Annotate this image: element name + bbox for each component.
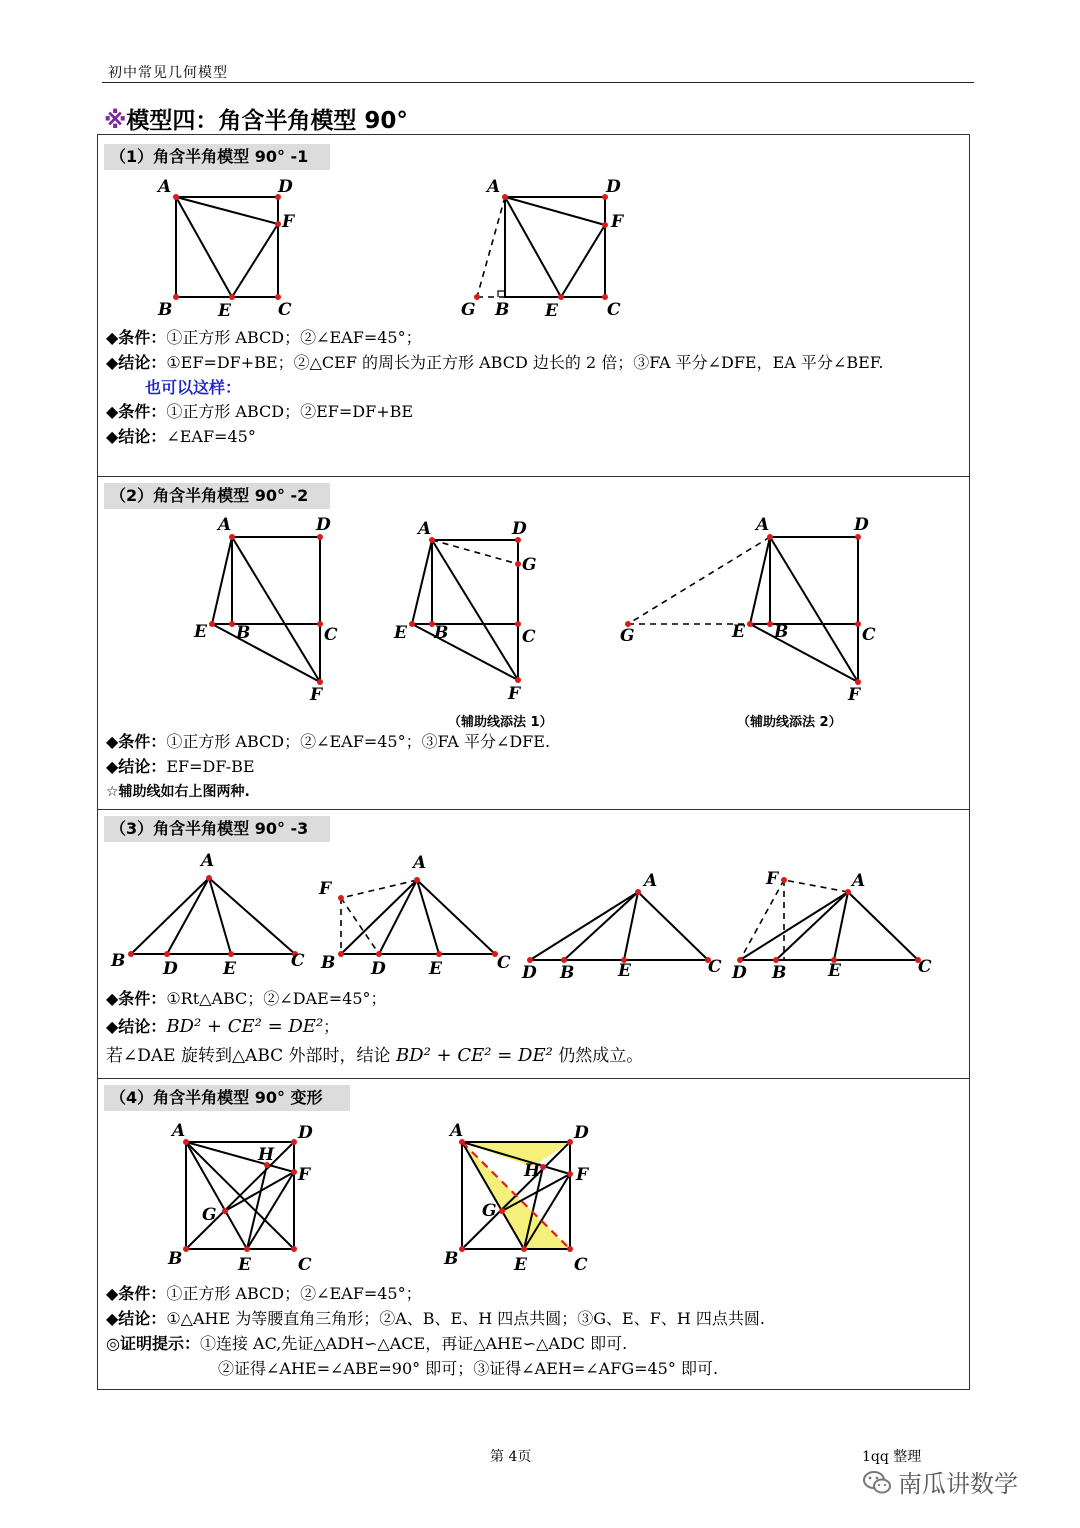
svg-text:D: D xyxy=(574,1123,589,1143)
watermark xyxy=(862,1464,1018,1499)
figure-2a xyxy=(190,512,350,712)
section1-condition-alt xyxy=(106,401,413,423)
section-divider xyxy=(97,809,970,810)
svg-text:F: F xyxy=(766,869,779,889)
svg-text:A: A xyxy=(218,515,232,535)
section-divider xyxy=(97,476,970,477)
svg-text:B: B xyxy=(495,300,510,320)
svg-text:A: A xyxy=(413,853,427,873)
svg-text:G: G xyxy=(202,1205,217,1225)
section3-conclusion xyxy=(106,1016,339,1038)
svg-text:F: F xyxy=(298,1165,311,1185)
conclusion-label: ◆结论： xyxy=(106,427,167,446)
proof-step-2: ②证得∠AHE=∠ABE=90° 即可；③证得∠AEH=∠AFG=45° 即可. xyxy=(218,1359,719,1378)
svg-text:A: A xyxy=(852,871,866,891)
svg-text:H: H xyxy=(258,1145,275,1165)
proof-step-1: ①连接 AC,先证△ADH∽△ACE，再证△AHE∽△ADC 即可. xyxy=(199,1334,628,1353)
figure-3d xyxy=(730,868,945,988)
condition-text: ①正方形 ABCD；②∠EAF=45°； xyxy=(166,1284,422,1303)
conclusion-text: ①△AHE 为等腰直角三角形；②A、B、E、H 四点共圆；③G、E、F、H 四点共圆. xyxy=(166,1309,765,1328)
svg-text:E: E xyxy=(429,959,442,979)
condition-text: ①正方形 ABCD；②∠EAF=45°；③FA 平分∠DFE. xyxy=(166,732,551,751)
svg-text:F: F xyxy=(508,684,521,704)
title-mark: ※ xyxy=(104,108,127,134)
section1-condition xyxy=(106,327,422,349)
svg-text:F: F xyxy=(310,685,323,705)
condition-label: ◆条件： xyxy=(106,1284,167,1303)
section1-heading: （1）角含半角模型 90° -1 xyxy=(104,144,330,170)
condition-label: ◆条件： xyxy=(106,989,167,1008)
section4-conclusion xyxy=(106,1308,765,1330)
svg-text:D: D xyxy=(298,1123,313,1143)
figure-1a xyxy=(150,170,310,320)
page-number: 第 4页 xyxy=(490,1449,532,1465)
watermark-text: 南瓜讲数学 xyxy=(898,1470,1018,1498)
svg-text:H: H xyxy=(524,1161,541,1181)
svg-text:B: B xyxy=(158,300,173,320)
svg-text:E: E xyxy=(223,959,236,979)
section2-note: ☆辅助线如右上图两种. xyxy=(106,784,250,800)
caption-aux-1: （辅助线添法 1） xyxy=(448,715,553,730)
conclusion-label: ◆结论： xyxy=(106,1017,167,1036)
conclusion-text: ∠EAF=45° xyxy=(166,427,256,446)
svg-text:E: E xyxy=(218,301,231,321)
svg-text:B: B xyxy=(111,951,126,971)
running-header: 初中常见几何模型 xyxy=(108,65,228,81)
header-rule xyxy=(102,82,974,83)
svg-text:E: E xyxy=(194,622,207,642)
figure-3c xyxy=(520,868,730,988)
svg-text:C: C xyxy=(708,957,722,977)
svg-text:D: D xyxy=(522,963,537,983)
conclusion-label: ◆结论： xyxy=(106,757,167,776)
section-divider xyxy=(97,1078,970,1079)
section4-proof xyxy=(106,1333,627,1355)
svg-text:D: D xyxy=(163,959,178,979)
svg-text:E: E xyxy=(732,622,745,642)
figure-2b xyxy=(390,512,550,712)
svg-text:A: A xyxy=(450,1121,464,1141)
svg-text:B: B xyxy=(321,953,336,973)
figure-4b xyxy=(438,1118,618,1278)
svg-text:C: C xyxy=(522,627,536,647)
svg-text:E: E xyxy=(514,1255,527,1275)
svg-text:G: G xyxy=(620,626,635,646)
svg-text:F: F xyxy=(848,685,861,705)
conclusion-formula: BD² + CE² = DE² xyxy=(166,1016,324,1037)
svg-text:E: E xyxy=(618,961,631,981)
svg-text:C: C xyxy=(862,625,876,645)
figure-3a xyxy=(105,848,320,983)
condition-text: ①Rt△ABC；②∠DAE=45°； xyxy=(166,989,387,1008)
figure-2c xyxy=(610,512,880,712)
page-title xyxy=(104,102,408,135)
title-text: 模型四：角含半角模型 90° xyxy=(126,108,408,134)
wechat-icon xyxy=(862,1469,892,1495)
svg-text:B: B xyxy=(772,963,787,983)
section3-condition xyxy=(106,988,387,1010)
svg-text:F: F xyxy=(319,879,332,899)
compiled-by: 1qq 整理 xyxy=(862,1449,922,1465)
svg-text:B: B xyxy=(774,622,789,642)
svg-text:C: C xyxy=(607,300,621,320)
conclusion-tail: ； xyxy=(323,1017,340,1036)
conclusion-text: EF=DF-BE xyxy=(166,757,255,776)
svg-text:B: B xyxy=(444,1249,459,1269)
svg-text:C: C xyxy=(298,1255,312,1275)
section2-conclusion xyxy=(106,756,255,778)
section2-condition xyxy=(106,731,550,753)
conclusion-text: ①EF=DF+BE；②△CEF 的周长为正方形 ABCD 边长的 2 倍；③FA 平分∠DFE，EA 平分∠BEF. xyxy=(166,353,884,372)
figure-3b xyxy=(315,848,525,983)
section1-conclusion xyxy=(106,352,883,374)
svg-text:C: C xyxy=(324,625,338,645)
svg-text:A: A xyxy=(418,519,432,539)
svg-text:B: B xyxy=(236,623,251,643)
svg-text:C: C xyxy=(497,953,511,973)
svg-text:D: D xyxy=(278,177,293,197)
section4-heading: （4）角含半角模型 90° 变形 xyxy=(104,1085,350,1111)
svg-text:A: A xyxy=(201,851,215,871)
section4-condition xyxy=(106,1283,422,1305)
svg-text:E: E xyxy=(394,623,407,643)
alternative-label: 也可以这样： xyxy=(145,378,242,397)
svg-text:F: F xyxy=(611,212,624,232)
conclusion-label: ◆结论： xyxy=(106,1309,167,1328)
svg-text:E: E xyxy=(238,1255,251,1275)
svg-text:D: D xyxy=(371,959,386,979)
extension-formula: BD² + CE² = DE² xyxy=(395,1045,553,1066)
extension-post: 仍然成立。 xyxy=(558,1046,644,1066)
condition-label: ◆条件： xyxy=(106,328,167,347)
svg-text:F: F xyxy=(282,212,295,232)
svg-text:G: G xyxy=(522,555,537,575)
svg-text:D: D xyxy=(854,515,869,535)
svg-text:A: A xyxy=(487,177,501,197)
svg-text:D: D xyxy=(732,963,747,983)
section3-extension xyxy=(106,1045,643,1067)
condition-text: ①正方形 ABCD；②EF=DF+BE xyxy=(166,402,414,421)
svg-text:C: C xyxy=(291,951,305,971)
svg-text:B: B xyxy=(560,963,575,983)
svg-text:E: E xyxy=(828,961,841,981)
figure-1b xyxy=(455,170,645,320)
svg-text:E: E xyxy=(545,301,558,321)
svg-text:D: D xyxy=(512,519,527,539)
condition-text: ①正方形 ABCD；②∠EAF=45°； xyxy=(166,328,422,347)
svg-text:C: C xyxy=(918,957,932,977)
section1-conclusion-alt xyxy=(106,426,256,448)
svg-text:A: A xyxy=(158,177,172,197)
section2-heading: （2）角含半角模型 90° -2 xyxy=(104,483,330,509)
svg-text:G: G xyxy=(461,300,476,320)
svg-text:C: C xyxy=(574,1255,588,1275)
condition-label: ◆条件： xyxy=(106,732,167,751)
svg-text:F: F xyxy=(576,1165,589,1185)
svg-text:A: A xyxy=(172,1121,186,1141)
svg-text:C: C xyxy=(278,300,292,320)
figure-4a xyxy=(160,1118,330,1278)
condition-label: ◆条件： xyxy=(106,402,167,421)
svg-text:A: A xyxy=(644,871,658,891)
section3-heading: （3）角含半角模型 90° -3 xyxy=(104,816,330,842)
conclusion-label: ◆结论： xyxy=(106,353,167,372)
svg-text:A: A xyxy=(756,515,770,535)
svg-text:D: D xyxy=(316,515,331,535)
svg-text:B: B xyxy=(168,1249,183,1269)
svg-text:G: G xyxy=(482,1201,497,1221)
svg-text:D: D xyxy=(606,177,621,197)
proof-label: ◎证明提示： xyxy=(106,1334,200,1353)
extension-pre: 若∠DAE 旋转到△ABC 外部时，结论 xyxy=(106,1046,391,1066)
svg-text:B: B xyxy=(434,623,449,643)
caption-aux-2: （辅助线添法 2） xyxy=(737,715,842,730)
